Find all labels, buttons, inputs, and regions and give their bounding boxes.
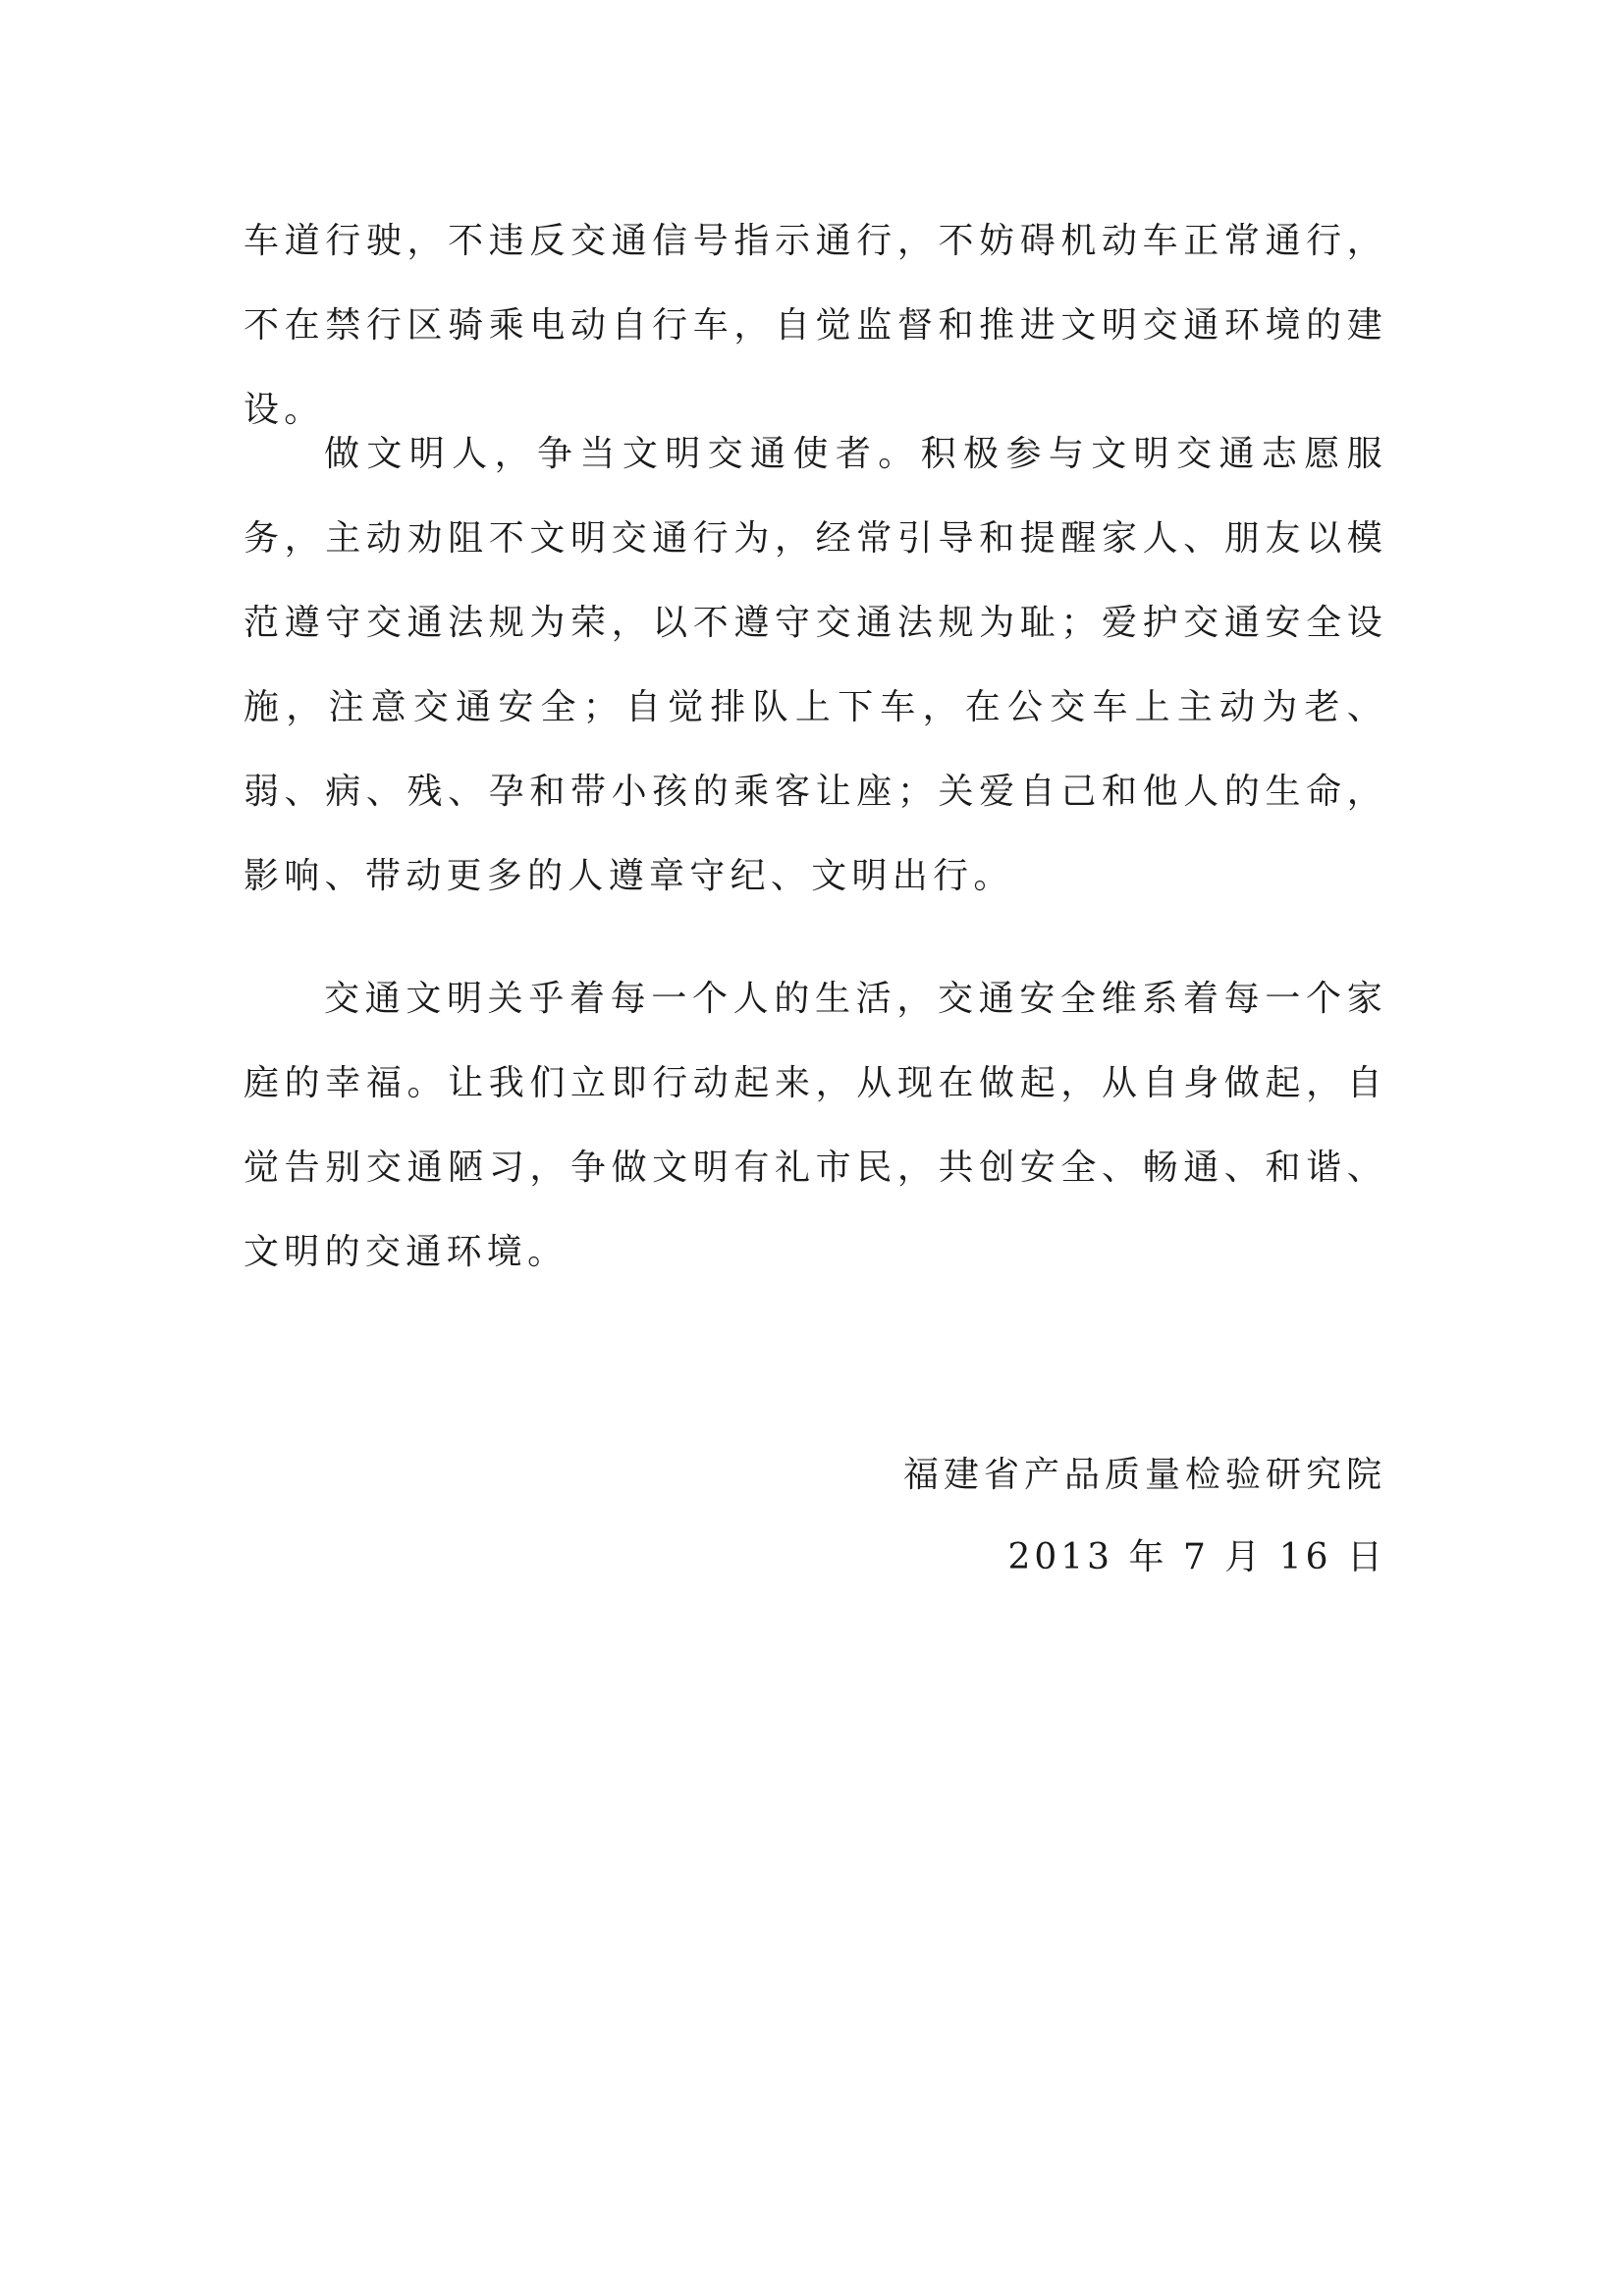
- paragraph-continuation: 车道行驶，不违反交通信号指示通行，不妨碍机动车正常通行，不在禁行区骑乘电动自行车，自觉监督和推进文明交通环境的建设。: [244, 221, 1387, 430]
- signature-organization: 福建省产品质量检验研究院: [902, 1455, 1386, 1495]
- paragraph-civilized-messenger: 做文明人，争当文明交通使者。积极参与文明交通志愿服务，主动劝阻不文明交通行为，经常引导和提醒家人、朋友以模范遵守交通法规为荣，以不遵守交通法规为耻；爱护交通安全设施，注意交通安全；自觉排队上下车，在公交车上主动为老、弱、病、残、孕和带小孩的乘客让座；关爱自己和他人的生命，影响、带动更多的人遵章守纪、文明出行。: [244, 434, 1387, 896]
- paragraph-closing-appeal: 交通文明关乎着每一个人的生活，交通安全维系着每一个家庭的幸福。让我们立即行动起来，从现在做起，从自身做起，自觉告别交通陋习，争做文明有礼市民，共创安全、畅通、和谐、文明的交通环境。: [244, 979, 1387, 1272]
- signature-date: 2013 年 7 月 16 日: [1007, 1537, 1386, 1577]
